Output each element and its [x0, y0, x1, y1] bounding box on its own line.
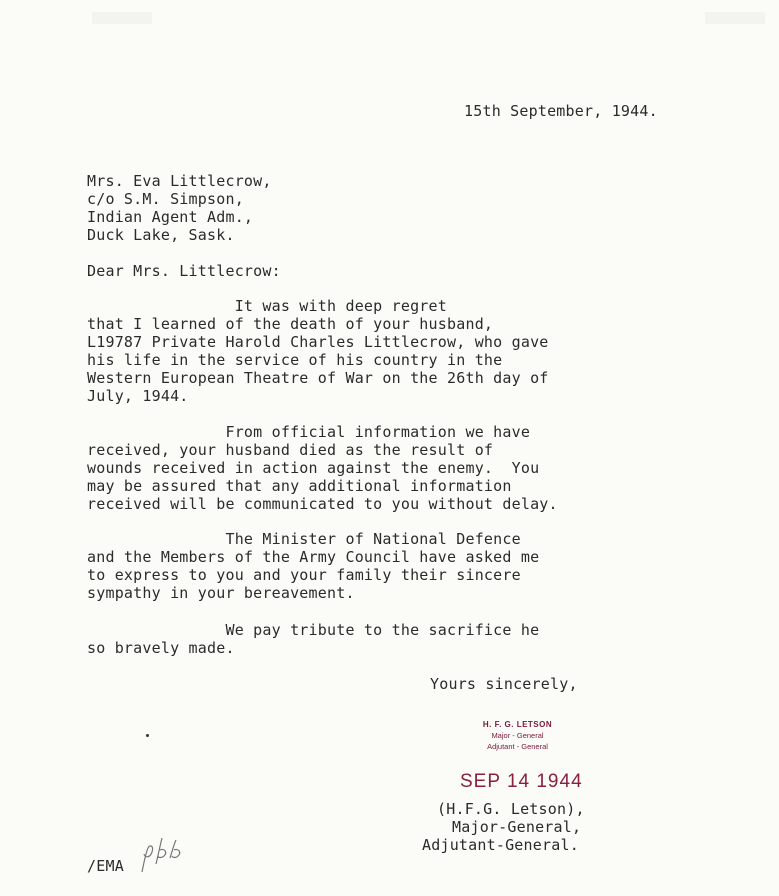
handwritten-initials: [138, 834, 186, 878]
paragraph-information: From official information we have received, your husband died as the result of wounds received in action against the enemy. You may be assured that any additional information received will be communicated to you without delay.: [87, 423, 558, 513]
paragraph-sympathy: The Minister of National Defence and the Members of the Army Council have asked me to express to you and your family their sincere sympathy in your bereavement.: [87, 530, 540, 602]
bleed-through-mark: [705, 12, 765, 24]
paragraph-condolence: It was with deep regret that I learned of the death of your husband, L19787 Private Harold Charles Littlecrow, who gave his life in the service of his country in the Western European Theatre of War on the 26th day of July, 1944.: [87, 297, 549, 405]
paragraph-tribute: We pay tribute to the sacrifice he so bravely made.: [87, 621, 540, 657]
address-line: c/o S.M. Simpson,: [87, 190, 244, 208]
address-line: Indian Agent Adm.,: [87, 208, 254, 226]
signature-stamp: [470, 719, 565, 752]
stamp-rank: Major - General: [491, 731, 544, 740]
address-line: Duck Lake, Sask.: [87, 226, 235, 244]
address-line: Mrs. Eva Littlecrow,: [87, 172, 272, 190]
ink-dot: [146, 734, 149, 737]
signatory-name: (H.F.G. Letson),: [437, 800, 585, 818]
closing: Yours sincerely,: [430, 675, 578, 693]
letter-date: 15th September, 1944.: [464, 102, 658, 120]
stamp-name: H. F. G. LETSON: [482, 720, 553, 729]
reference-initials: /EMA: [87, 857, 124, 875]
salutation: Dear Mrs. Littlecrow:: [87, 262, 281, 280]
signatory-rank: Major-General,: [452, 818, 582, 836]
bleed-through-mark: [92, 12, 152, 24]
date-stamp: SEP 14 1944: [460, 771, 583, 792]
signatory-title: Adjutant-General.: [422, 836, 579, 854]
stamp-title: Adjutant - General: [487, 742, 548, 751]
